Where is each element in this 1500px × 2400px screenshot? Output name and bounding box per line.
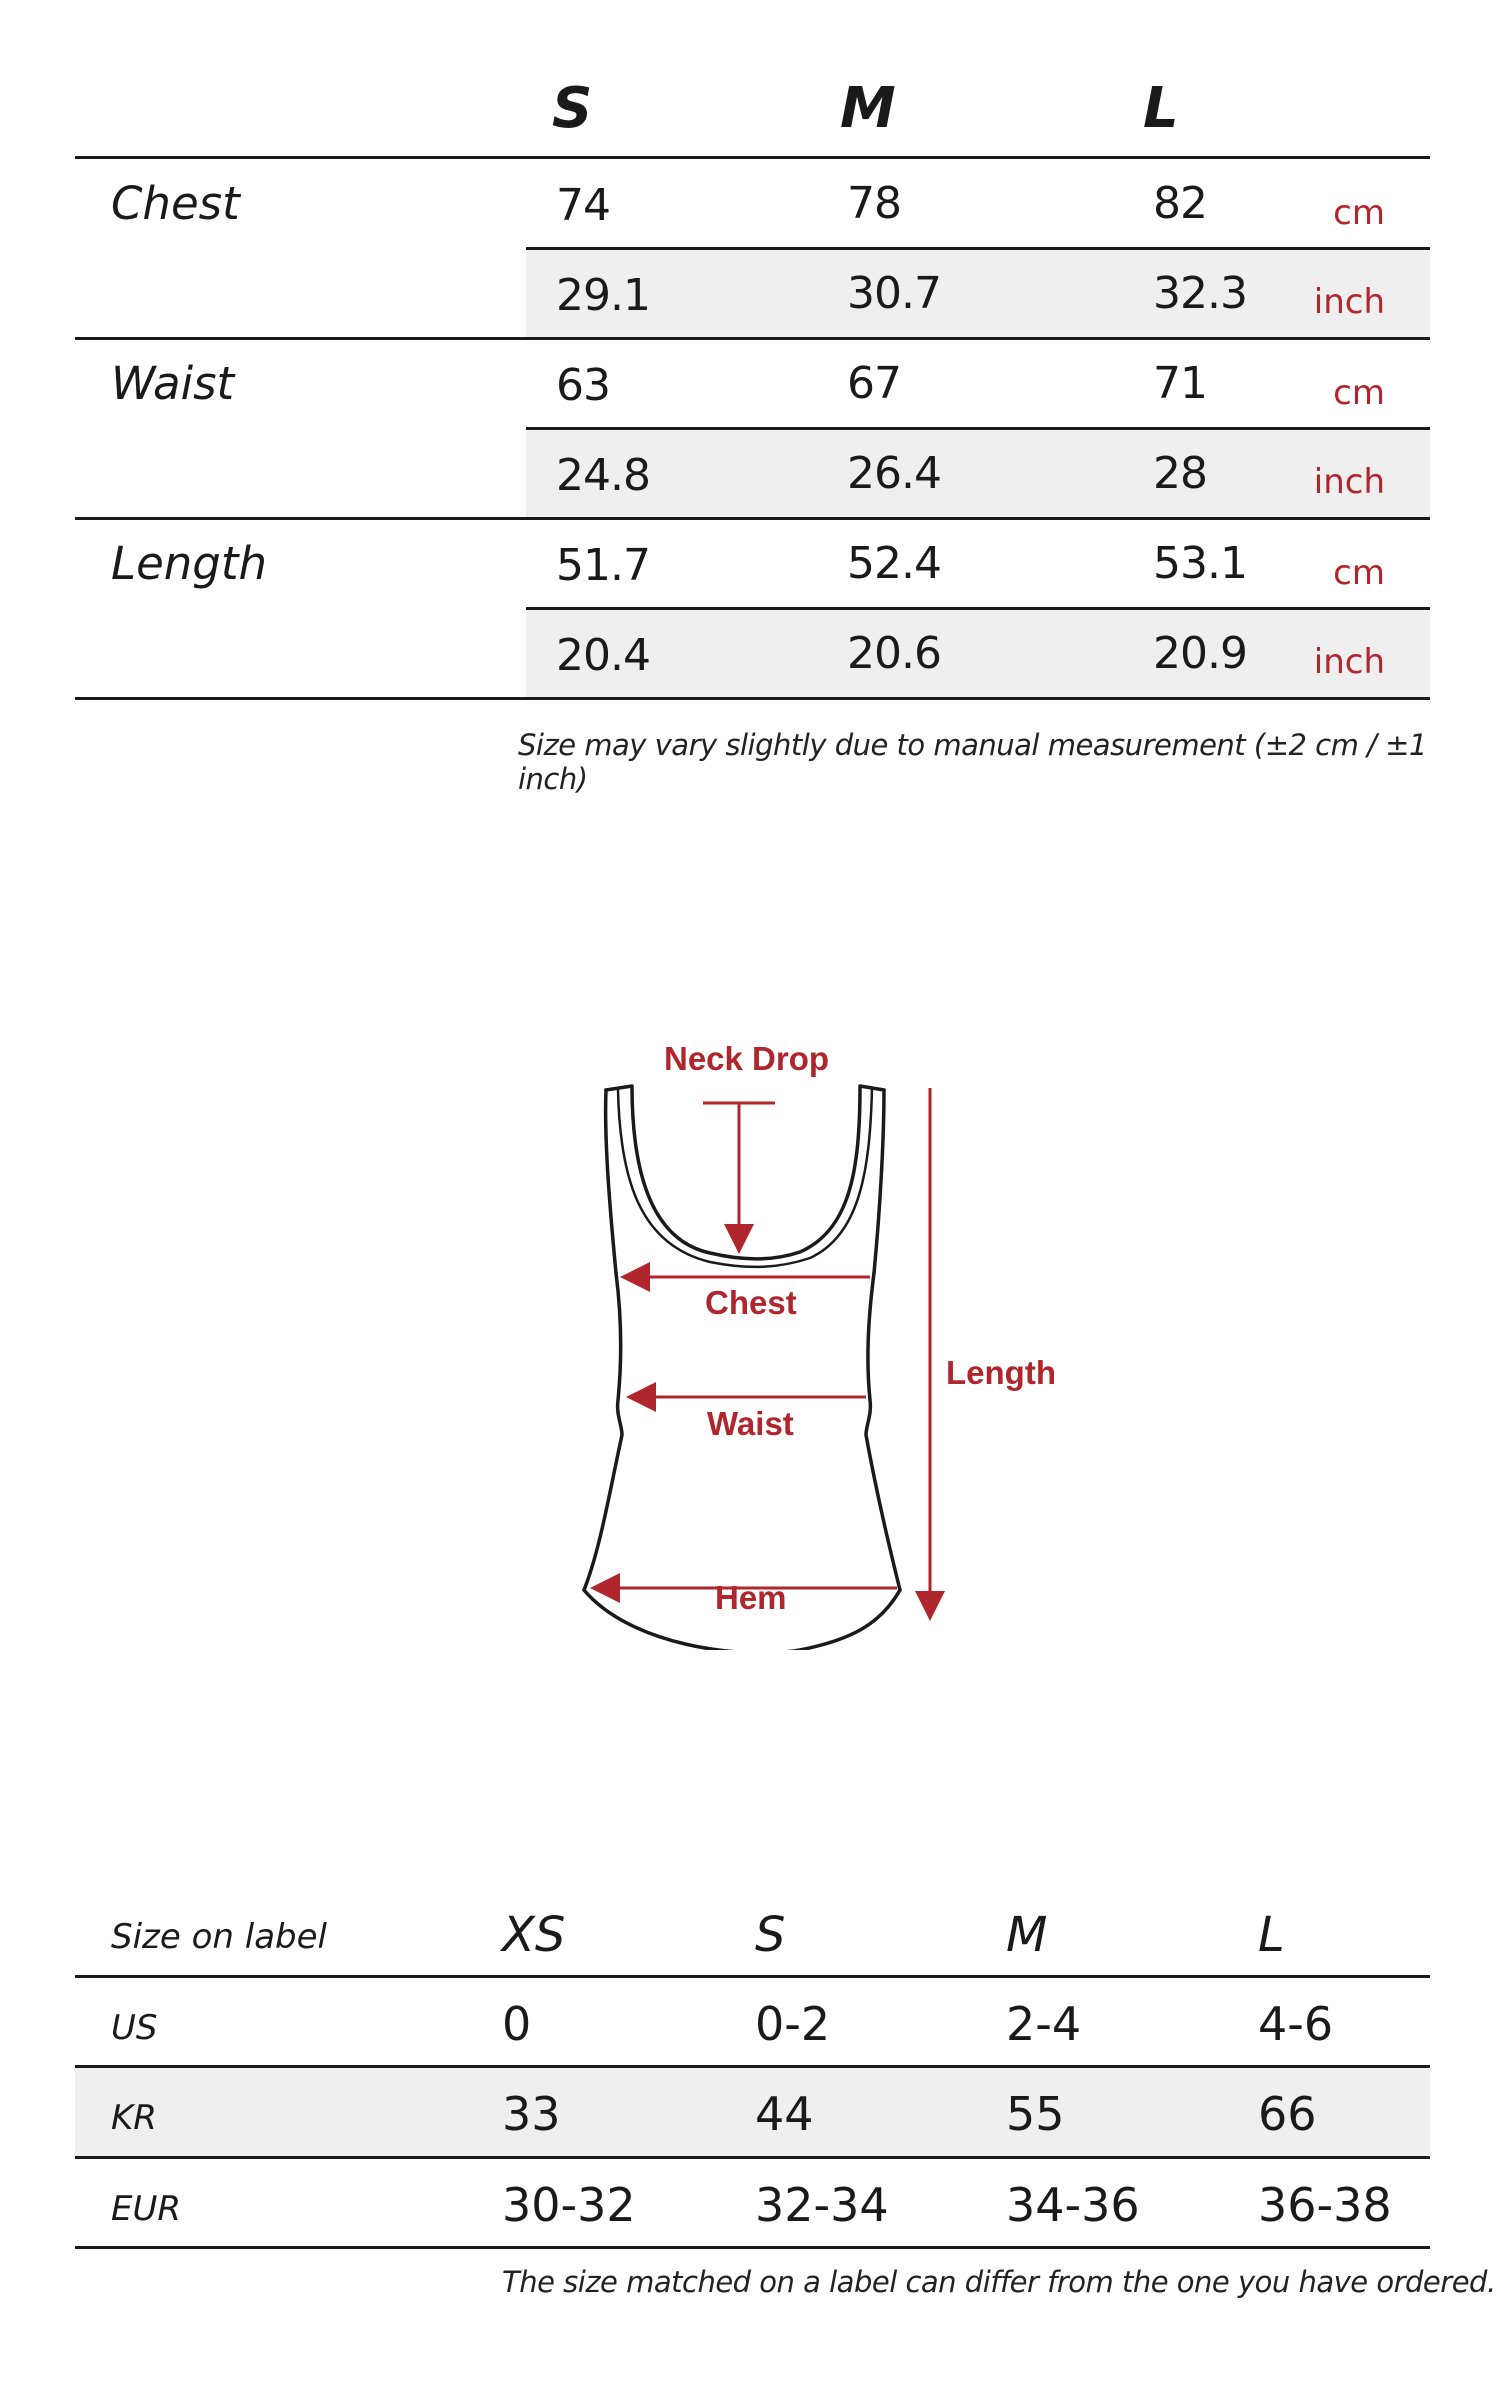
conv-us-s: 0-2 (755, 1997, 831, 2051)
length-cm-s: 51.7 (556, 540, 650, 591)
size-header-row (75, 60, 1430, 158)
length-inch-unit: inch (1313, 642, 1385, 682)
size-header-s: S (552, 76, 593, 141)
waist-cm-l: 71 (1153, 358, 1207, 409)
waist-cm-m: 67 (847, 358, 901, 409)
conv-header-l: L (1258, 1907, 1285, 1963)
conv-row-label-kr: KR (111, 2098, 157, 2138)
conv-us-m: 2-4 (1006, 1997, 1082, 2051)
label-neck-drop: Neck Drop (664, 1040, 830, 1077)
length-cm-unit: cm (1333, 553, 1385, 593)
conv-eur-s: 32-34 (755, 2178, 889, 2232)
conv-header-divider (75, 1975, 1430, 1978)
table-bottom-border (75, 697, 1430, 700)
conv-kr-s: 44 (755, 2087, 814, 2141)
conv-header-m: M (1006, 1907, 1048, 1963)
row-label-chest: Chest (111, 177, 240, 230)
label-length: Length (946, 1354, 1056, 1391)
chest-inch-unit: inch (1313, 282, 1385, 322)
tank-top-diagram (560, 1030, 1080, 1650)
header-divider (75, 156, 1430, 159)
length-cm-l: 53.1 (1153, 538, 1247, 589)
chest-cm-s: 74 (556, 180, 610, 231)
conv-us-xs: 0 (502, 1997, 532, 2051)
chest-cm-unit: cm (1333, 193, 1385, 233)
waist-cm-s: 63 (556, 360, 610, 411)
size-on-label-heading: Size on label (111, 1917, 327, 1957)
chest-group-divider (75, 337, 1430, 340)
label-chest: Chest (705, 1284, 797, 1321)
length-cm-m: 52.4 (847, 538, 941, 589)
conv-kr-l: 66 (1258, 2087, 1317, 2141)
row-label-waist: Waist (111, 357, 235, 410)
conv-eur-xs: 30-32 (502, 2178, 636, 2232)
conv-table-bottom-border (75, 2246, 1430, 2249)
waist-inch-unit: inch (1313, 462, 1385, 502)
waist-inch-l: 28 (1153, 448, 1207, 499)
measurement-table (75, 60, 1430, 705)
chest-inch-s: 29.1 (556, 270, 650, 321)
measurement-note: Size may vary slightly due to manual measurement (±2 cm / ±1 inch) (518, 728, 1427, 796)
conv-kr-m: 55 (1006, 2087, 1065, 2141)
row-label-length: Length (111, 537, 268, 590)
conversion-note: The size matched on a label can differ from the one you have ordered. (502, 2265, 1496, 2299)
conv-header-s: S (755, 1907, 786, 1963)
size-header-m: M (840, 76, 896, 141)
conv-row-label-us: US (111, 2008, 158, 2048)
waist-inch-s: 24.8 (556, 450, 650, 501)
conv-kr-row (75, 2068, 1430, 2156)
waist-cm-unit: cm (1333, 373, 1385, 413)
length-inch-s: 20.4 (556, 630, 650, 681)
conv-row-label-eur: EUR (111, 2189, 181, 2229)
chest-cm-l: 82 (1153, 178, 1207, 229)
tank-top-illustration (560, 1030, 1080, 1650)
chest-cm-m: 78 (847, 178, 901, 229)
length-inch-l: 20.9 (1153, 628, 1247, 679)
label-hem: Hem (715, 1579, 787, 1616)
waist-group-divider (75, 517, 1430, 520)
conv-header-xs: XS (502, 1907, 566, 1963)
chest-inch-m: 30.7 (847, 268, 941, 319)
conv-us-l: 4-6 (1258, 1997, 1334, 2051)
conv-kr-divider (75, 2156, 1430, 2159)
size-header-l: L (1143, 76, 1179, 141)
chest-inch-l: 32.3 (1153, 268, 1247, 319)
conv-kr-xs: 33 (502, 2087, 561, 2141)
length-inch-m: 20.6 (847, 628, 941, 679)
label-waist: Waist (707, 1405, 794, 1442)
conv-eur-m: 34-36 (1006, 2178, 1140, 2232)
conv-eur-l: 36-38 (1258, 2178, 1392, 2232)
waist-inch-m: 26.4 (847, 448, 941, 499)
